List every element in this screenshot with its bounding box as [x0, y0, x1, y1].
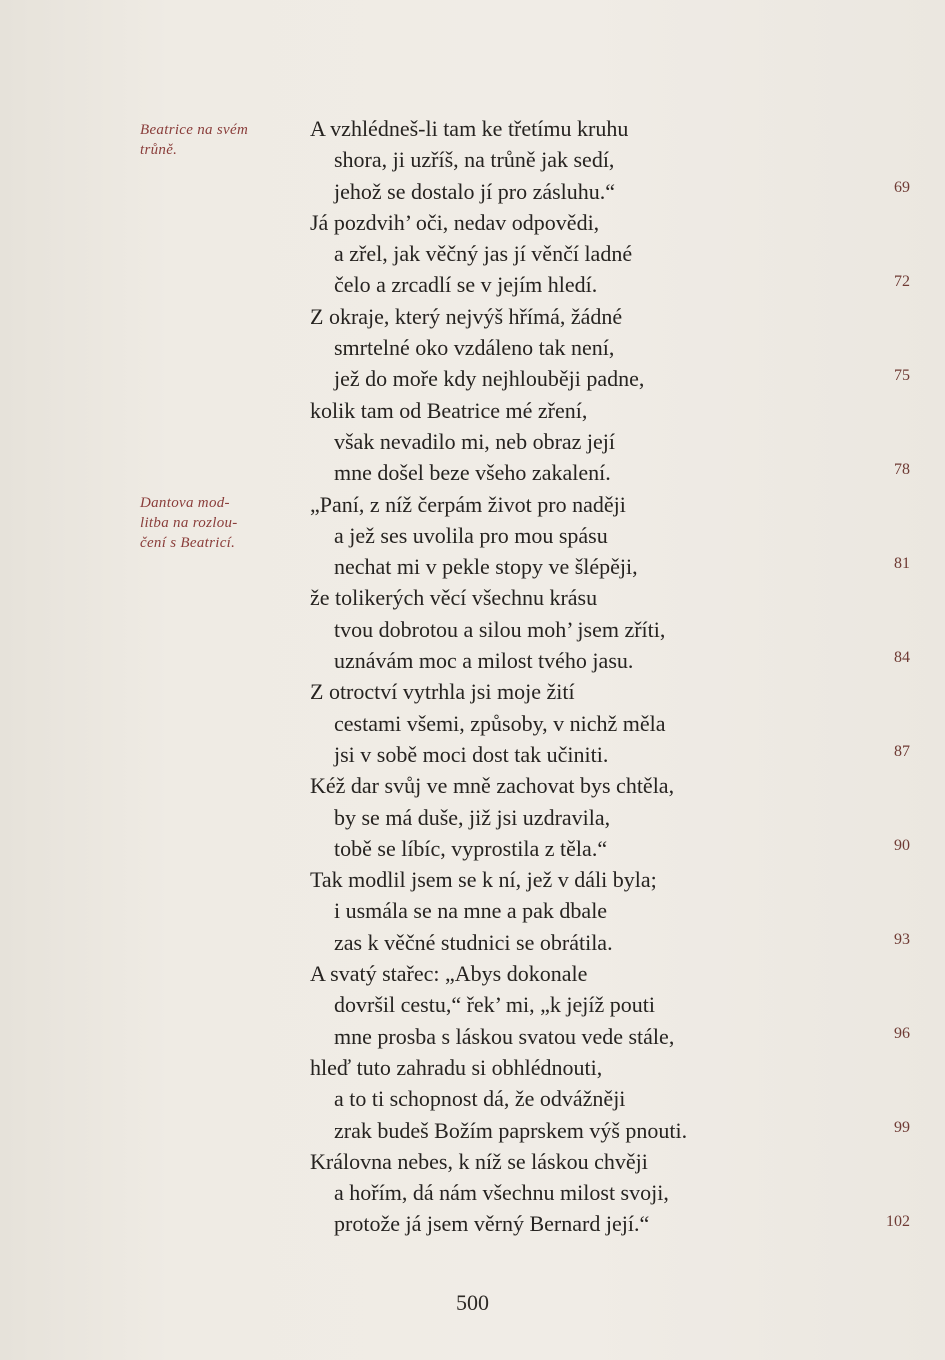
line-number: 99 — [894, 1119, 910, 1136]
line-number: 102 — [886, 1213, 910, 1230]
verse-line: zrak budeš Božím paprskem výš pnouti. — [334, 1117, 688, 1143]
page-number: 500 — [456, 1290, 489, 1315]
verse-line: hleď tuto zahradu si obhlédnouti, — [310, 1054, 603, 1080]
verse-block — [310, 113, 790, 1240]
line-number: 72 — [894, 273, 910, 290]
verse-line: Z okraje, který nejvýš hřímá, žádné — [310, 303, 623, 329]
margin-note-line: Beatrice na svém — [140, 122, 249, 138]
verse-line: uznávám moc a milost tvého jasu. — [334, 648, 634, 674]
line-number: 87 — [894, 743, 910, 760]
line-number: 93 — [894, 931, 910, 948]
verse-line: mne prosba s láskou svatou vede stále, — [334, 1023, 675, 1049]
margin-note-line: Dantova mod- — [140, 495, 230, 511]
verse-line: Královna nebes, k níž se láskou chvěji — [310, 1148, 648, 1174]
verse-line: „Paní, z níž čerpám život pro naději — [310, 491, 626, 517]
verse-line: A svatý stařec: „Abys dokonale — [310, 961, 588, 987]
verse-line: tvou dobrotou a silou moh’ jsem zříti, — [334, 616, 666, 642]
line-number: 81 — [894, 555, 910, 572]
margin-note-beatrice — [140, 120, 290, 160]
line-number: 75 — [894, 367, 910, 384]
margin-note-line: čení s Beatricí. — [140, 535, 236, 551]
verse-line: by se má duše, již jsi uzdravila, — [334, 804, 611, 830]
verse-line: kolik tam od Beatrice mé zření, — [310, 397, 588, 423]
verse-line: shora, ji uzříš, na trůně jak sedí, — [334, 147, 615, 173]
verse-line: zas k věčné studnici se obrátila. — [334, 929, 613, 955]
verse-line: smrtelné oko vzdáleno tak není, — [334, 335, 615, 361]
verse-line: čelo a zrcadlí se v jejím hledí. — [334, 272, 598, 298]
line-number: 78 — [894, 461, 910, 478]
margin-note-line: litba na rozlou- — [140, 515, 238, 531]
verse-line: Já pozdvih’ oči, nedav odpovědi, — [310, 209, 600, 235]
verse-line: Z otroctví vytrhla jsi moje žití — [310, 679, 575, 705]
verse-line: protože já jsem věrný Bernard její.“ — [334, 1211, 650, 1237]
margin-note-line: trůně. — [140, 142, 178, 158]
line-number: 69 — [894, 179, 910, 196]
verse-line: a to ti schopnost dá, že odvážněji — [334, 1086, 626, 1112]
verse-line: Tak modlil jsem se k ní, jež v dáli byla; — [310, 867, 657, 893]
verse-line: cestami všemi, způsoby, v nichž měla — [334, 710, 666, 736]
margin-note-prayer — [140, 493, 290, 553]
verse-line: jsi v sobě moci dost tak učiniti. — [334, 741, 609, 767]
verse-line: A vzhlédneš-li tam ke třetímu kruhu — [310, 116, 629, 141]
verse-line: jehož se dostalo jí pro zásluhu.“ — [334, 178, 616, 204]
verse-line: jež do moře kdy nejhlouběji padne, — [334, 366, 645, 392]
verse-line: nechat mi v pekle stopy ve šlépěji, — [334, 554, 638, 580]
verse-line: i usmála se na mne a pak dbale — [334, 898, 608, 924]
verse-line: tobě se líbíc, vyprostila z těla.“ — [334, 835, 608, 861]
line-number: 90 — [894, 837, 910, 854]
verse-line: a zřel, jak věčný jas jí věnčí ladné — [334, 241, 633, 267]
verse-line: mne došel beze všeho zakalení. — [334, 460, 611, 486]
line-number: 84 — [894, 649, 910, 666]
verse-line: a jež ses uvolila pro mou spásu — [334, 522, 608, 548]
verse-line: však nevadilo mi, neb obraz její — [334, 428, 616, 454]
line-number: 96 — [894, 1025, 910, 1042]
verse-line: dovršil cestu,“ řek’ mi, „k jejíž pouti — [334, 992, 655, 1018]
verse-line: a hořím, dá nám všechnu milost svoji, — [334, 1180, 669, 1206]
verse-line: že tolikerých věcí všechnu krásu — [310, 585, 598, 611]
verse-line: Kéž dar svůj ve mně zachovat bys chtěla, — [310, 773, 675, 799]
